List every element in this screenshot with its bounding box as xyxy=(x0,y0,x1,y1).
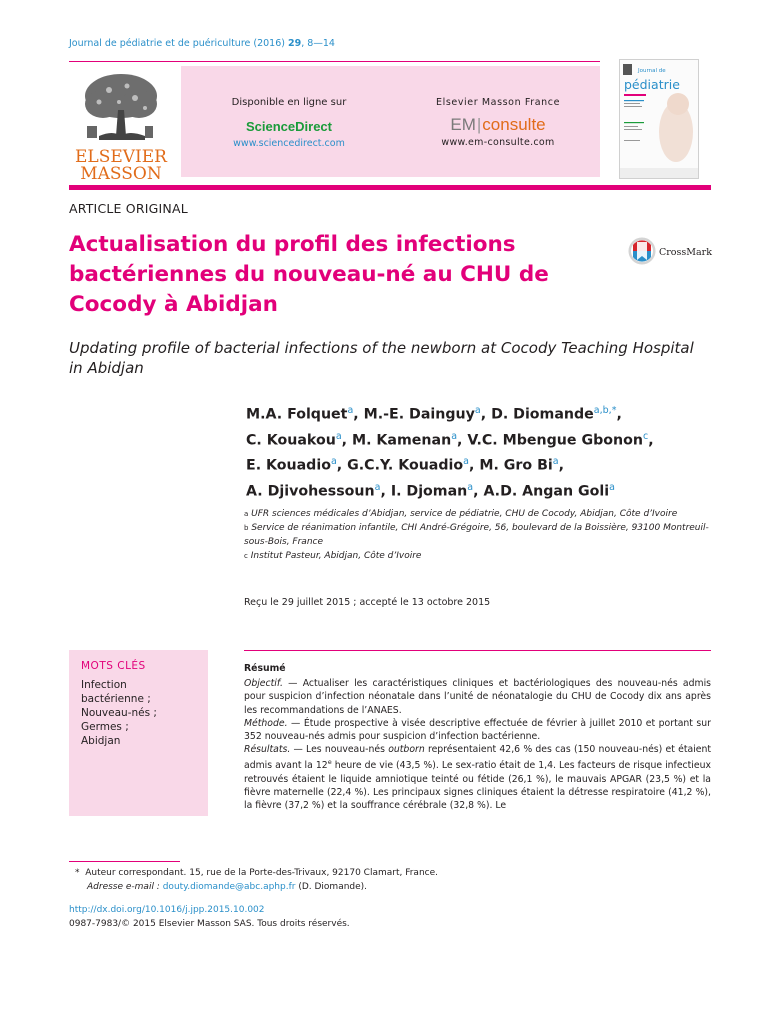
keyword-item: Nouveau-nés ; xyxy=(81,707,157,719)
article-subtitle: Updating profile of bacterial infections of the newborn at Cocody Teaching Hospital in Abidjan xyxy=(69,339,694,377)
objectif-text: — Actualiser les caractéristiques cliniques et bactériologiques des nouveau-nés admis pour suspicion d’infection néonatale dans l’unité de néonatalogie du CHU de Cocody dix ans après les recommandations de l’ANAES. xyxy=(244,678,711,716)
em-consulte-block xyxy=(403,66,593,148)
superscript-e: e xyxy=(327,758,332,767)
author-name: A.D. Angan Goli xyxy=(483,483,610,500)
sciencedirect-link[interactable]: www.sciencedirect.com xyxy=(233,138,345,149)
author-name: A. Djivohessoun xyxy=(246,483,375,500)
footnote-rule xyxy=(69,861,180,862)
author-name: M. Gro Bi xyxy=(479,458,553,475)
logo-elsevier-text: ELSEVIER xyxy=(75,147,167,167)
author-name: V.C. Mbengue Gbonon xyxy=(467,432,643,449)
journal-pages: , 8—14 xyxy=(301,38,335,49)
email-label: Adresse e-mail : xyxy=(87,882,160,892)
journal-reference xyxy=(69,38,335,49)
author-line: E. Kouadio$^a$, G.C.Y. Kouadio$^a$, M. Gro Bi$^a$, xyxy=(246,456,564,475)
author-affiliation-mark[interactable]: a xyxy=(463,456,469,468)
article-title: Actualisation du profil des infections bactériennes du nouveau-né au CHU de Cocody à Abidjan xyxy=(69,232,549,317)
keyword-item: Infection xyxy=(81,679,127,691)
journal-name: Journal de pédiatrie et de puériculture (2016) xyxy=(69,38,285,49)
resultats-text-a: — Les nouveau-nés xyxy=(290,744,389,756)
logo-masson-text: MASSON xyxy=(80,164,162,184)
author-affiliation-mark[interactable]: a xyxy=(451,430,458,442)
resultats-text-b: représentaient 42,6 % des cas (150 nouveau-nés) et étaient admis avant la 12 xyxy=(244,744,711,772)
consulte-text: consulte xyxy=(482,115,546,134)
email-link[interactable]: douty.diomande@abc.aphp.fr xyxy=(162,882,296,892)
affiliation-item xyxy=(244,507,714,521)
author-line: C. Kouakou$^a$, M. Kamenan$^a$, V.C. Mbengue Gbonon$^c$, xyxy=(246,430,654,449)
sciencedirect-logo[interactable]: ScienceDirect xyxy=(246,119,332,134)
crossmark-label: CrossMark xyxy=(659,247,712,258)
elsevier-masson-logo xyxy=(69,66,173,184)
keywords-box xyxy=(69,650,208,816)
author-name: E. Kouadio xyxy=(246,458,331,475)
received-date: Reçu le 29 juillet 2015 ; accepté le 13 octobre 2015 xyxy=(244,597,491,608)
footnote-email-line xyxy=(75,880,715,894)
email-suffix: (D. Diomande). xyxy=(298,882,368,892)
author-name: D. Diomande xyxy=(491,406,594,423)
em-divider: | xyxy=(476,115,482,134)
methode-text: — Étude prospective à visée descriptive effectuée de février à juillet 2010 et portant sur 352 nouveau-nés admis pour suspicion d’infection bactérienne. xyxy=(244,717,711,743)
affiliation-list xyxy=(244,507,714,563)
affiliation-key: c xyxy=(244,552,248,560)
elsevier-tree-icon xyxy=(69,66,173,184)
author-name: G.C.Y. Kouadio xyxy=(347,458,464,475)
em-consulte-logo[interactable] xyxy=(403,115,593,135)
keyword-item: Abidjan xyxy=(81,735,121,747)
author-name: I. Djoman xyxy=(390,483,468,500)
abstract-methode xyxy=(244,717,711,743)
objectif-label: Objectif. xyxy=(244,678,283,690)
author-affiliation-mark[interactable]: a xyxy=(374,482,381,494)
doi-link[interactable]: http://dx.doi.org/10.1016/j.jpp.2015.10.002 xyxy=(69,905,265,915)
header-rule xyxy=(69,61,600,62)
abstract-resultats xyxy=(244,743,711,812)
sciencedirect-block xyxy=(189,66,389,149)
abstract-rule xyxy=(244,650,711,651)
affiliation-text: Institut Pasteur, Abidjan, Côte d’Ivoire xyxy=(247,551,422,561)
author-affiliation-mark[interactable]: a xyxy=(347,405,354,416)
abstract-objectif xyxy=(244,677,711,717)
methode-label: Méthode. xyxy=(244,717,288,729)
author-name: M. Kamenan xyxy=(351,432,452,449)
journal-cover-image xyxy=(620,60,698,178)
crossmark-badge[interactable] xyxy=(627,236,717,266)
cover-title-text: pédiatrie xyxy=(624,77,680,92)
banner-rule xyxy=(69,185,711,190)
author-affiliation-mark[interactable]: a xyxy=(335,430,342,442)
footnote-star: * xyxy=(75,868,80,878)
em-text: EM xyxy=(450,115,476,134)
resultats-text-c: heure de vie (43,5 %). Le sex-ratio était de 1,4. Les facteurs de risque infectieux retrouvés étaient le liquide amniotique teinté ou fétide (26,1 %), le mauvais APGAR (23,5 %) et la fièvre maternelle (22,4 %). Les principaux signes cliniques étaient la détresse respiratoire (41,2 %), la fièvre (37,2 %) et la souffrance cérébrale (32,8 %). Le xyxy=(244,760,712,812)
keyword-item: bactérienne ; xyxy=(81,693,151,705)
author-affiliation-mark[interactable]: c xyxy=(642,430,649,442)
author-line: A. Djivohessoun$^a$, I. Djoman$^a$, A.D. Angan Goli$^a$ xyxy=(246,482,615,500)
cover-journal-text: Journal de xyxy=(638,68,666,74)
author-affiliation-mark[interactable]: a xyxy=(467,482,474,494)
keywords-list xyxy=(81,678,157,748)
article-type: ARTICLE ORIGINAL xyxy=(69,201,188,216)
journal-volume: 29 xyxy=(288,38,302,49)
journal-cover-thumbnail[interactable] xyxy=(619,59,699,179)
affiliation-item xyxy=(244,549,714,563)
author-affiliation-mark[interactable]: a xyxy=(609,482,615,494)
affiliation-key: a xyxy=(244,510,249,518)
affiliation-key: b xyxy=(244,524,249,532)
crossmark-icon xyxy=(627,236,717,266)
keywords-title: MOTS CLÉS xyxy=(81,660,146,672)
author-affiliation-mark[interactable]: a xyxy=(552,456,559,468)
resultats-label: Résultats. xyxy=(244,744,291,756)
author-affiliation-mark[interactable]: a xyxy=(330,456,337,468)
corresponding-author-footnote xyxy=(75,866,715,894)
footnote-address-line xyxy=(75,866,715,880)
outborn-term: outborn xyxy=(388,744,425,756)
abstract xyxy=(244,662,711,812)
author-list xyxy=(246,400,716,503)
author-line: M.A. Folquet$^a$, M.-E. Dainguy$^a$, D. Diomande$^{a,b,*}$, xyxy=(246,405,622,423)
author-name: C. Kouakou xyxy=(246,432,336,449)
affiliation-text: UFR sciences médicales d’Abidjan, service de pédiatrie, CHU de Cocody, Abidjan, Côte d’Ivoire xyxy=(248,509,678,519)
author-affiliation-mark[interactable]: a,b,* xyxy=(593,405,617,416)
elsevier-masson-france-label: Elsevier Masson France xyxy=(435,97,561,108)
publisher-banner xyxy=(181,66,600,177)
available-online-label: Disponible en ligne sur xyxy=(231,97,347,108)
affiliation-text: Service de réanimation infantile, CHI André-Grégoire, 56, boulevard de la Boissière, 93100 Montreuil-sous-Bois, France xyxy=(244,523,709,547)
footnote-address: Auteur correspondant. 15, rue de la Porte-des-Trivaux, 92170 Clamart, France. xyxy=(85,868,438,878)
author-affiliation-mark[interactable]: a xyxy=(474,405,481,416)
copyright-notice: 0987-7983/© 2015 Elsevier Masson SAS. Tous droits réservés. xyxy=(69,919,350,929)
affiliation-item xyxy=(244,521,714,549)
em-consulte-link[interactable]: www.em-consulte.com xyxy=(441,137,555,148)
keyword-item: Germes ; xyxy=(81,721,129,733)
abstract-heading: Résumé xyxy=(244,663,286,674)
author-name: M.A. Folquet xyxy=(246,406,348,423)
author-name: M.-E. Dainguy xyxy=(363,406,475,423)
